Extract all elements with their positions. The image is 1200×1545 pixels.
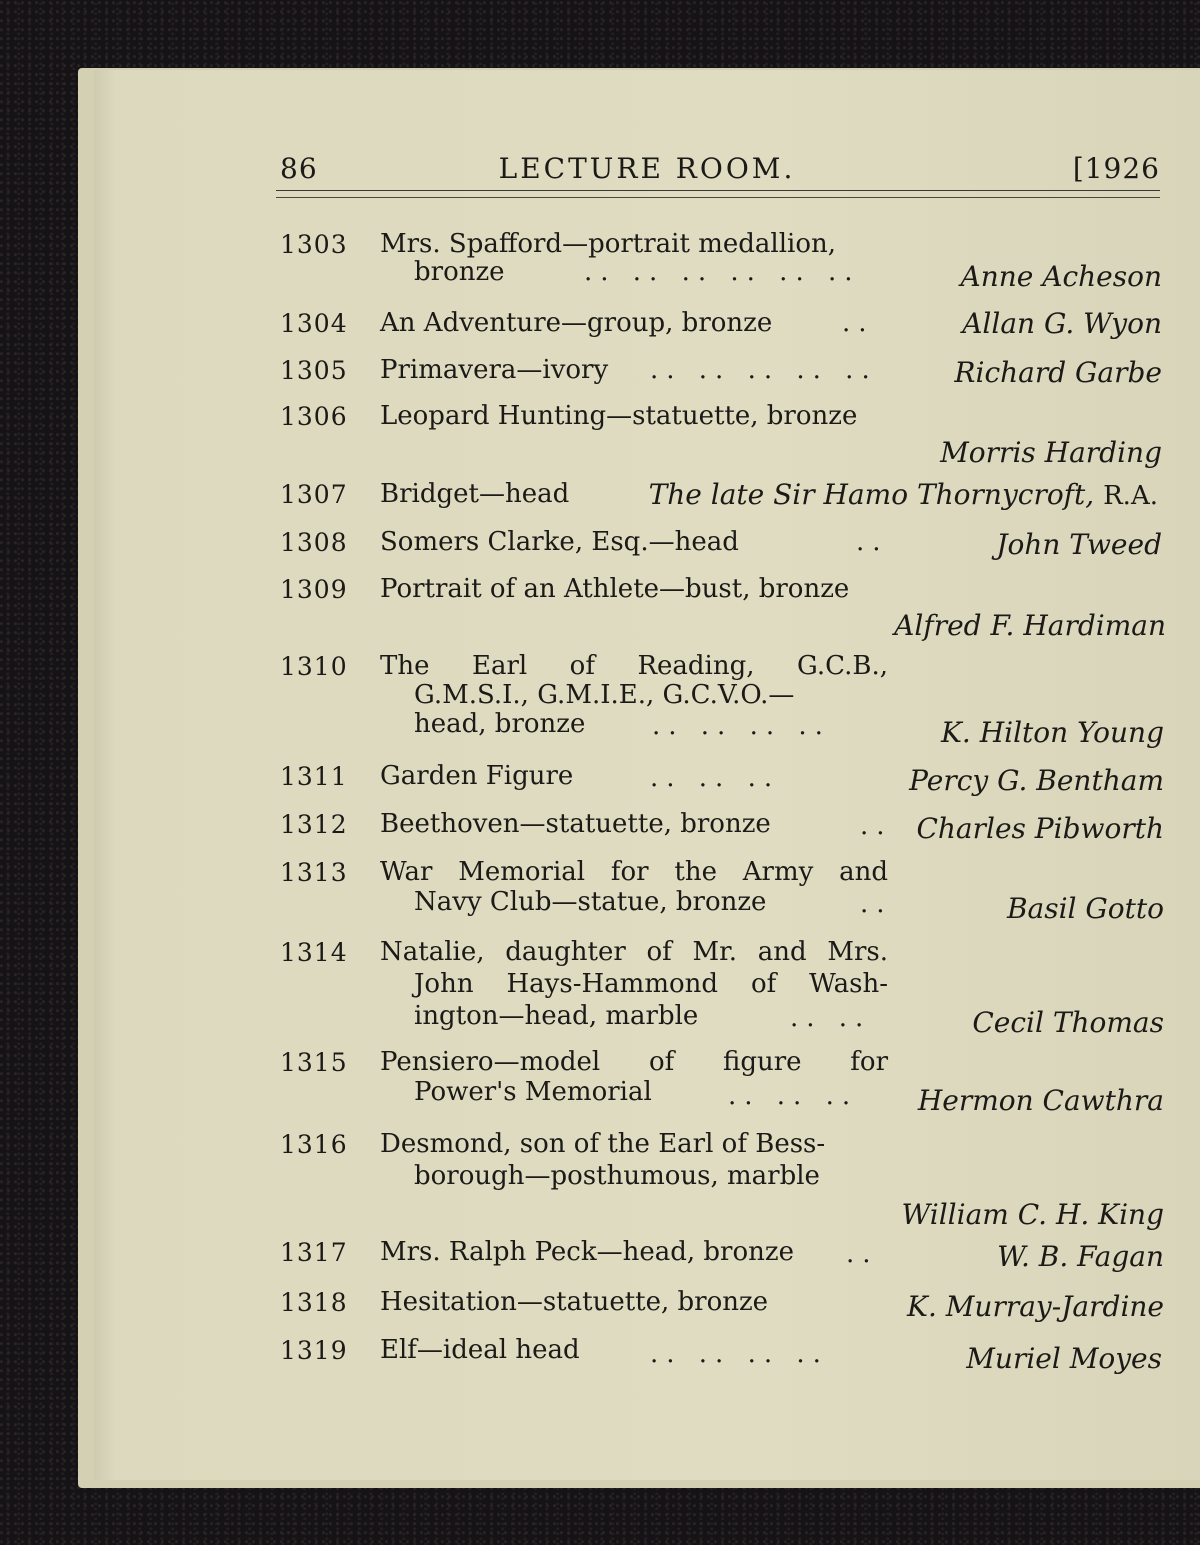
page-number: 86 bbox=[280, 152, 318, 185]
catalogue-page bbox=[94, 70, 1200, 1480]
entry-number: 1314 bbox=[280, 938, 348, 967]
entry-title: War Memorial for the Army and bbox=[380, 857, 888, 887]
entry-artist: Allan G. Wyon bbox=[962, 307, 1162, 340]
entry-number: 1308 bbox=[280, 528, 348, 557]
entry-title: The Earl of Reading, G.C.B., bbox=[380, 651, 888, 681]
leader-dots: .. .. .. .. bbox=[652, 711, 831, 741]
entry-title-continued: head, bronze bbox=[414, 709, 586, 739]
leader-dots: .. bbox=[842, 308, 875, 338]
entry-title: Mrs. Spafford—portrait medallion, bbox=[380, 229, 837, 259]
entry-artist: W. B. Fagan bbox=[997, 1240, 1164, 1273]
entry-number: 1319 bbox=[280, 1336, 348, 1365]
entry-title: Beethoven—statuette, bronze bbox=[380, 809, 771, 839]
entry-title-continued: Navy Club—statue, bronze bbox=[414, 887, 767, 917]
entry-title: Natalie, daughter of Mr. and Mrs. bbox=[380, 937, 888, 967]
leader-dots: .. .. .. bbox=[650, 763, 781, 793]
entry-artist: Hermon Cawthra bbox=[917, 1084, 1164, 1117]
leader-dots: .. bbox=[860, 889, 893, 919]
entry-number: 1316 bbox=[280, 1130, 348, 1159]
entry-title-continued: Power's Memorial bbox=[414, 1077, 652, 1107]
entry-artist: K. Murray-Jardine bbox=[907, 1290, 1164, 1323]
entry-number: 1315 bbox=[280, 1048, 348, 1077]
academy-suffix: R.A. bbox=[1103, 481, 1158, 511]
entry-title: Somers Clarke, Esq.—head bbox=[380, 527, 739, 557]
year-marker: [1926 bbox=[1072, 152, 1160, 185]
entry-artist: Richard Garbe bbox=[954, 356, 1162, 389]
entry-title: Bridget—head bbox=[380, 479, 570, 509]
running-head: LECTURE ROOM. bbox=[498, 152, 796, 185]
entry-title: Portrait of an Athlete—bust, bronze bbox=[380, 574, 850, 604]
entry-title-continued: bronze bbox=[414, 257, 505, 287]
entry-title: Mrs. Ralph Peck—head, bronze bbox=[380, 1237, 794, 1267]
entry-number: 1309 bbox=[280, 575, 348, 604]
entry-title: Desmond, son of the Earl of Bess- bbox=[380, 1129, 826, 1159]
entry-title-continued: John Hays-Hammond of Wash- bbox=[414, 969, 888, 999]
entry-artist: K. Hilton Young bbox=[941, 716, 1164, 749]
entry-number: 1306 bbox=[280, 402, 348, 431]
entry-title: Hesitation—statuette, bronze bbox=[380, 1287, 769, 1317]
entry-title: Garden Figure bbox=[380, 761, 574, 791]
entry-title: An Adventure—group, bronze bbox=[380, 308, 773, 338]
leader-dots: .. bbox=[860, 811, 893, 841]
entry-artist: Muriel Moyes bbox=[966, 1342, 1162, 1375]
header-rule bbox=[276, 190, 1160, 191]
entry-artist: Morris Harding bbox=[940, 436, 1162, 469]
entry-title-continued: G.M.S.I., G.M.I.E., G.C.V.O.— bbox=[414, 680, 795, 710]
entry-title: Primavera—ivory bbox=[380, 355, 609, 385]
artist-name: The late Sir Hamo Thornycroft, bbox=[648, 478, 1095, 511]
entry-number: 1305 bbox=[280, 356, 348, 385]
entry-number: 1304 bbox=[280, 309, 348, 338]
entry-number: 1312 bbox=[280, 810, 348, 839]
entry-artist: Basil Gotto bbox=[1006, 892, 1164, 925]
entry-number: 1313 bbox=[280, 858, 348, 887]
leader-dots: .. bbox=[856, 527, 889, 557]
entry-artist: Alfred F. Hardiman bbox=[894, 609, 1166, 642]
header-rule bbox=[276, 197, 1160, 198]
entry-title-continued: ington—head, marble bbox=[414, 1001, 699, 1031]
entry-number: 1307 bbox=[280, 480, 348, 509]
entry-artist: Anne Acheson bbox=[960, 260, 1162, 293]
leader-dots: .. .. bbox=[790, 1003, 872, 1033]
entry-number: 1317 bbox=[280, 1238, 348, 1267]
entry-title: Elf—ideal head bbox=[380, 1335, 580, 1365]
leader-dots: .. .. .. .. bbox=[650, 1339, 829, 1369]
entry-artist bbox=[649, 478, 1158, 513]
entry-title: Pensiero—model of figure for bbox=[380, 1047, 888, 1077]
entry-title-continued: borough—posthumous, marble bbox=[414, 1161, 820, 1191]
leader-dots: .. bbox=[846, 1239, 879, 1269]
entry-title: Leopard Hunting—statuette, bronze bbox=[380, 401, 858, 431]
leader-dots: .. .. .. .. .. bbox=[650, 355, 878, 385]
entry-artist: Cecil Thomas bbox=[972, 1006, 1164, 1039]
leader-dots: .. .. .. .. .. .. bbox=[584, 257, 861, 287]
entry-artist: Percy G. Bentham bbox=[909, 764, 1164, 797]
entry-number: 1303 bbox=[280, 230, 348, 259]
entry-number: 1318 bbox=[280, 1288, 348, 1317]
entry-artist: John Tweed bbox=[996, 528, 1162, 561]
entry-number: 1310 bbox=[280, 652, 348, 681]
entry-artist: Charles Pibworth bbox=[916, 812, 1164, 845]
entry-number: 1311 bbox=[280, 762, 348, 791]
entry-artist: William C. H. King bbox=[901, 1198, 1164, 1231]
leader-dots: .. .. .. bbox=[728, 1081, 859, 1111]
